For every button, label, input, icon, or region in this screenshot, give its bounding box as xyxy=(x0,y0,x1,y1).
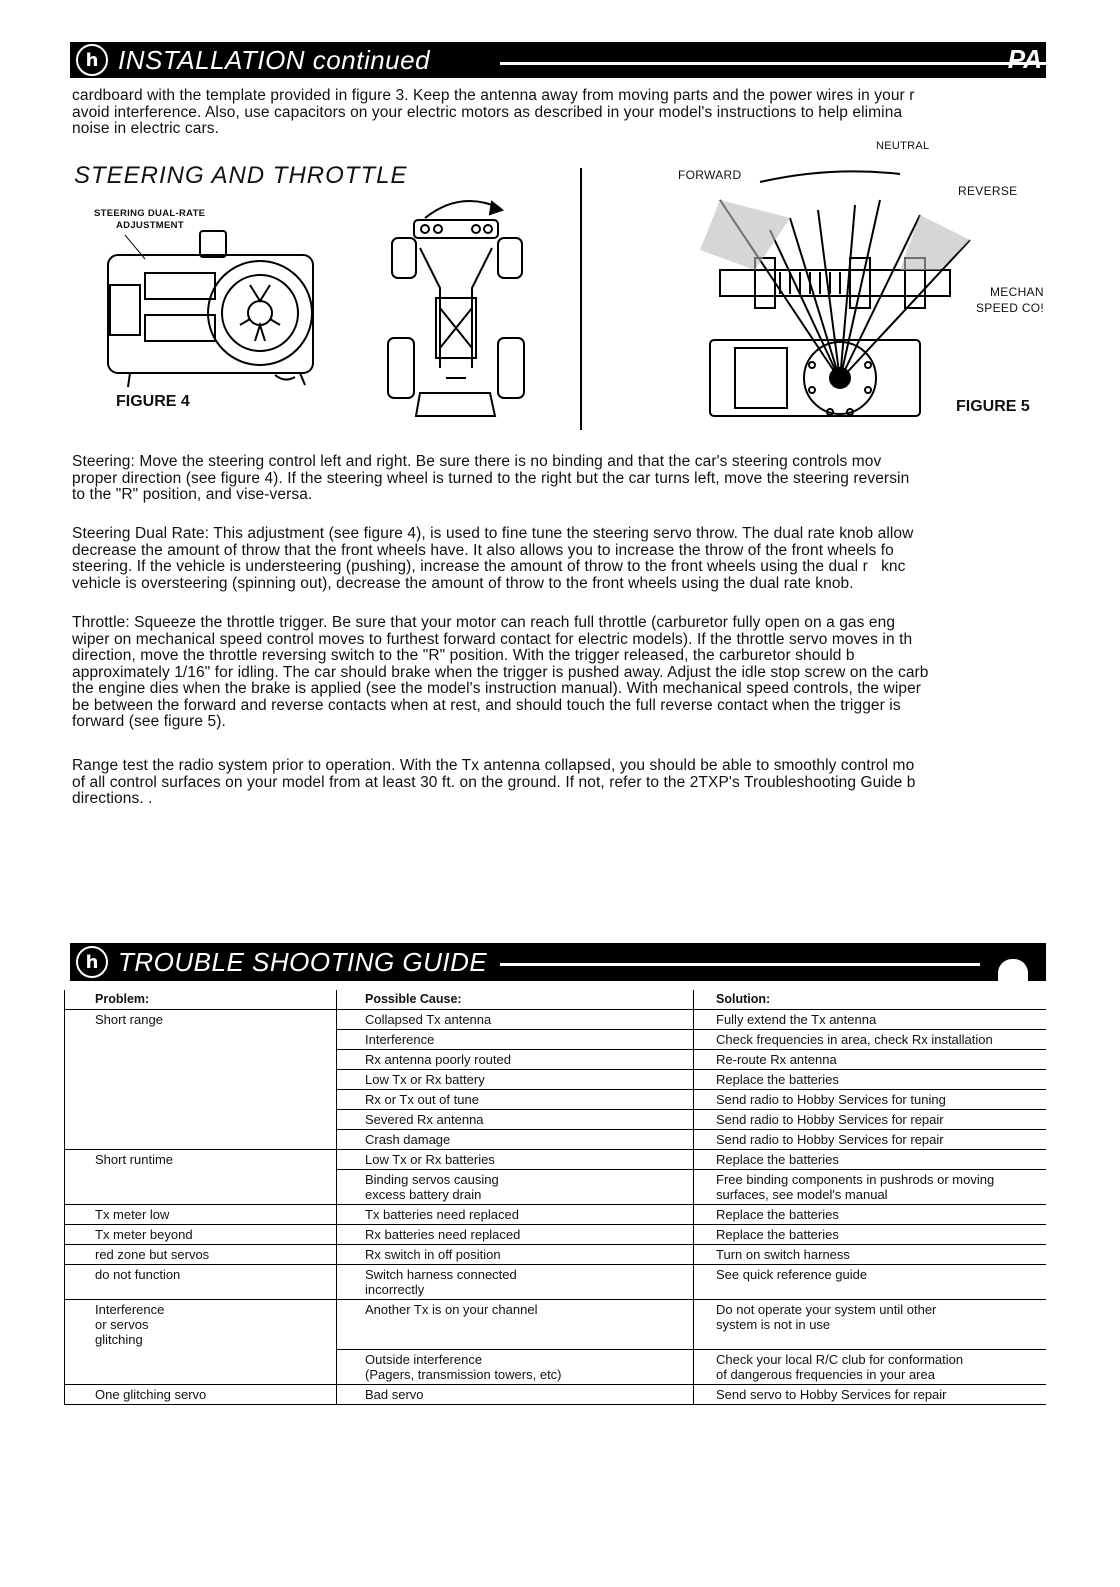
table-row xyxy=(65,1245,1047,1265)
cause-cell: Low Tx or Rx batteries xyxy=(337,1150,694,1170)
table-row xyxy=(65,1010,1047,1030)
solution-cell: Replace the batteries xyxy=(694,1205,1047,1225)
problem-cell xyxy=(65,1090,337,1110)
cause-cell: Binding servos causing excess battery drain xyxy=(337,1170,694,1205)
table-row xyxy=(65,1170,1047,1205)
cause-cell: Bad servo xyxy=(337,1384,694,1404)
problem-cell: red zone but servos xyxy=(65,1245,337,1265)
solution-cell: Send radio to Hobby Services for tuning xyxy=(694,1090,1047,1110)
solution-cell: Replace the batteries xyxy=(694,1150,1047,1170)
problem-cell: Short range xyxy=(65,1010,337,1030)
speed-control-servo-illustration xyxy=(680,160,980,425)
troubleshooting-body xyxy=(65,1010,1047,1405)
table-row xyxy=(65,1349,1047,1384)
figure-divider xyxy=(580,168,582,430)
problem-cell: Tx meter beyond xyxy=(65,1225,337,1245)
mech-speed-control-label1: MECHAN xyxy=(990,285,1044,299)
solution-cell: Send radio to Hobby Services for repair xyxy=(694,1110,1047,1130)
problem-cell: do not function xyxy=(65,1265,337,1300)
dual-rate-callout-line2: ADJUSTMENT xyxy=(116,220,184,231)
table-row xyxy=(65,1205,1047,1225)
cause-cell: Collapsed Tx antenna xyxy=(337,1010,694,1030)
solution-cell: Check your local R/C club for conformation of dangerous frequencies in your area xyxy=(694,1349,1047,1384)
cause-cell: Rx batteries need replaced xyxy=(337,1225,694,1245)
banner-title: INSTALLATION continued xyxy=(118,44,431,75)
problem-cell xyxy=(65,1170,337,1205)
banner-corner-mark xyxy=(998,959,1028,981)
cause-cell: Tx batteries need replaced xyxy=(337,1205,694,1225)
cause-cell: Crash damage xyxy=(337,1130,694,1150)
solution-cell: Turn on switch harness xyxy=(694,1245,1047,1265)
cause-cell: Outside interference (Pagers, transmission towers, etc) xyxy=(337,1349,694,1384)
cause-cell: Interference xyxy=(337,1030,694,1050)
troubleshooting-table xyxy=(64,990,1046,1405)
solution-cell: See quick reference guide xyxy=(694,1265,1047,1300)
cause-cell: Severed Rx antenna xyxy=(337,1110,694,1130)
solution-cell: Send servo to Hobby Services for repair xyxy=(694,1384,1047,1404)
range-paragraph: Range test the radio system prior to operation. With the Tx antenna collapsed, you should be able to smoothly control mo of all control surfaces on your model from at least 30 ft. on the ground. If not, refer to the 2TXP's Troubleshooting Guide b directions. . xyxy=(72,757,916,807)
problem-cell: Tx meter low xyxy=(65,1205,337,1225)
problem-cell xyxy=(65,1050,337,1070)
table-row xyxy=(65,1110,1047,1130)
problem-cell xyxy=(65,1349,337,1384)
problem-cell xyxy=(65,1030,337,1050)
forward-label: FORWARD xyxy=(678,168,742,182)
problem-cell: Short runtime xyxy=(65,1150,337,1170)
figure5-label: FIGURE 5 xyxy=(956,398,1030,415)
table-header-row xyxy=(65,990,1047,1010)
mech-speed-control-label2: SPEED CO! xyxy=(976,301,1045,315)
troubleshooting-title: TROUBLE SHOOTING GUIDE xyxy=(118,946,488,977)
table-row xyxy=(65,1150,1047,1170)
dual-rate-callout-line1: STEERING DUAL-RATE xyxy=(94,208,206,219)
cause-cell: Low Tx or Rx battery xyxy=(337,1070,694,1090)
table-row xyxy=(65,1384,1047,1404)
steering-paragraph: Steering: Move the steering control left and right. Be sure there is no binding and that the car's steering controls mov proper direction (see figure 4). If the steering wheel is turned to the right but the car turns left, move the steering reversin to the "R" position, and vise-versa. xyxy=(72,453,910,503)
dual-rate-paragraph: Steering Dual Rate: This adjustment (see figure 4), is used to fine tune the steering servo throw. The dual rate knob allow decrease the amount of throw that the front wheels have. It also allows you to increase the throw of the front wheels fo steering. If the vehicle is understeering (pushing), increase the amount of throw to the front wheels using the dual r knc vehicle is oversteering (spinning out), decrease the amount of throw to the front wheels using the dual rate knob. xyxy=(72,525,914,592)
solution-cell: Replace the batteries xyxy=(694,1070,1047,1090)
hitec-logo-icon: h xyxy=(76,44,108,76)
header-cause: Possible Cause: xyxy=(337,990,694,1010)
reverse-label: REVERSE xyxy=(958,184,1018,198)
car-chassis-illustration xyxy=(380,188,530,423)
solution-cell: Do not operate your system until other system is not in use xyxy=(694,1300,1047,1350)
intro-text: cardboard with the template provided in figure 3. Keep the antenna away from moving parts and the power wires in your r avoid interference. Also, use capacitors on your electric motors as described in your model's instructions to help elimina noise in electric cars. xyxy=(72,87,915,137)
problem-cell: Interference or servos glitching xyxy=(65,1300,337,1350)
table-row xyxy=(65,1090,1047,1110)
section-title: STEERING AND THROTTLE xyxy=(74,162,408,189)
transmitter-illustration xyxy=(100,225,325,395)
solution-cell: Fully extend the Tx antenna xyxy=(694,1010,1047,1030)
table-row xyxy=(65,1070,1047,1090)
solution-cell: Replace the batteries xyxy=(694,1225,1047,1245)
neutral-label: NEUTRAL xyxy=(876,140,930,152)
header-solution: Solution: xyxy=(694,990,1047,1010)
hitec-logo-icon-2: h xyxy=(76,946,108,978)
solution-cell: Free binding components in pushrods or moving surfaces, see model's manual xyxy=(694,1170,1047,1205)
troubleshooting-rule xyxy=(500,963,980,966)
table-row xyxy=(65,1050,1047,1070)
table-row xyxy=(65,1225,1047,1245)
solution-cell: Send radio to Hobby Services for repair xyxy=(694,1130,1047,1150)
problem-cell: One glitching servo xyxy=(65,1384,337,1404)
troubleshooting-banner xyxy=(70,943,1046,981)
cause-cell: Rx or Tx out of tune xyxy=(337,1090,694,1110)
problem-cell xyxy=(65,1130,337,1150)
figure4-label: FIGURE 4 xyxy=(116,393,190,410)
cause-cell: Switch harness connected incorrectly xyxy=(337,1265,694,1300)
problem-cell xyxy=(65,1110,337,1130)
page-fragment: PA xyxy=(1007,44,1042,74)
table-row xyxy=(65,1130,1047,1150)
cause-cell: Rx antenna poorly routed xyxy=(337,1050,694,1070)
table-row xyxy=(65,1265,1047,1300)
banner-rule xyxy=(500,62,1060,65)
solution-cell: Re-route Rx antenna xyxy=(694,1050,1047,1070)
cause-cell: Another Tx is on your channel xyxy=(337,1300,694,1350)
header-problem: Problem: xyxy=(65,990,337,1010)
installation-banner xyxy=(70,42,1046,78)
solution-cell: Check frequencies in area, check Rx installation xyxy=(694,1030,1047,1050)
cause-cell: Rx switch in off position xyxy=(337,1245,694,1265)
table-row xyxy=(65,1030,1047,1050)
table-row xyxy=(65,1300,1047,1350)
throttle-paragraph: Throttle: Squeeze the throttle trigger. Be sure that your motor can reach full throttle (carburetor fully open on a gas eng wiper on mechanical speed control moves to furthest forward contact for electric models). If the throttle servo moves in th direction, move the throttle reversing switch to the "R" position. With the trigger released, the carburetor should b approximately 1/16" for idling. The car should brake when the trigger is pushed away. Adjust the idle stop screw on the carb the engine dies when the brake is applied (see the model's instruction manual). With mechanical speed controls, the wiper be between the forward and reverse contacts when at rest, and should touch the full reverse contact when the trigger is forward (see figure 5). xyxy=(72,614,929,730)
problem-cell xyxy=(65,1070,337,1090)
